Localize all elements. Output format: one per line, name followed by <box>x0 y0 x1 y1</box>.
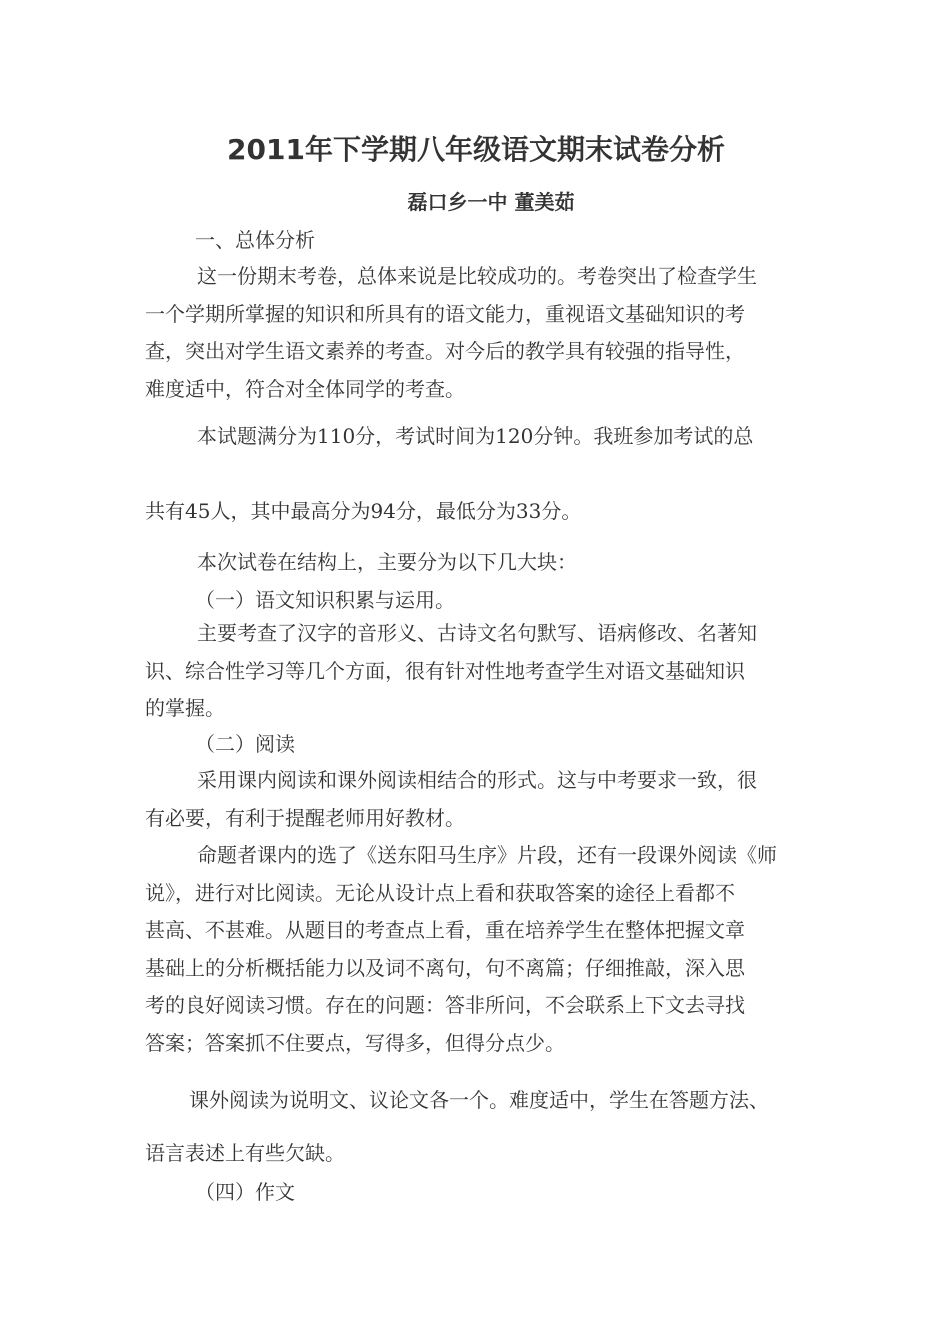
paragraph-line: 采用课内阅读和课外阅读相结合的形式。这与中考要求一致，很 <box>197 768 757 792</box>
section-heading-part2: （二）阅读 <box>195 732 295 756</box>
paragraph-line: 语言表述上有些欠缺。 <box>145 1141 345 1165</box>
paragraph-part2-extracurricular-line1 <box>145 1082 807 1120</box>
paragraph-line: 答案；答案抓不住要点，写得多，但得分点少。 <box>145 1030 565 1055</box>
section-heading-part4: （四）作文 <box>195 1180 295 1204</box>
paragraph-line: 的掌握。 <box>145 696 225 721</box>
paragraph-line: 共有45人，其中最高分为94分，最低分为33分。 <box>145 499 582 523</box>
paragraph-line: 识、综合性学习等几个方面，很有针对性地考查学生对语文基础知识 <box>145 658 745 683</box>
paragraph-line: 查，突出对学生语文素养的考查。对今后的教学具有较强的指导性， <box>145 339 745 364</box>
paragraph-line: 本次试卷在结构上，主要分为以下几大块： <box>197 550 577 574</box>
section-heading-overall: 一、总体分析 <box>195 228 315 252</box>
paragraph-line: 甚高、不甚难。从题目的考查点上看，重在培养学生在整体把握文章 <box>145 918 745 943</box>
paragraph-line: 本试题满分为110分，考试时间为120分钟。我班参加考试的总 <box>197 424 754 448</box>
paragraph-line: 命题者课内的选了《送东阳马生序》片段，还有一段课外阅读《师 <box>197 843 777 867</box>
paragraph-scores-line1 <box>145 418 807 456</box>
paragraph-part2-analysis <box>145 837 807 1063</box>
author-line: 磊口乡一中 董美茹 <box>407 190 575 214</box>
paragraph-part2-extracurricular-line2 <box>145 1135 807 1173</box>
paragraph-line: 课外阅读为说明文、议论文各一个。难度适中，学生在答题方法、 <box>189 1088 769 1112</box>
document-title: 2011年下学期八年级语文期末试卷分析 <box>227 133 725 166</box>
paragraph-part2-form <box>145 762 807 837</box>
paragraph-overview <box>145 258 807 408</box>
paragraph-line: 一个学期所掌握的知识和所具有的语文能力，重视语文基础知识的考 <box>145 301 745 326</box>
paragraph-line: 主要考查了汉字的音形义、古诗文名句默写、语病修改、名著知 <box>197 621 757 645</box>
paragraph-line: 考的良好阅读习惯。存在的问题：答非所问，不会联系上下文去寻找 <box>145 993 745 1018</box>
paragraph-line: 有必要，有利于提醒老师用好教材。 <box>145 805 465 830</box>
paragraph-part1 <box>145 615 807 728</box>
paragraph-structure <box>145 544 807 582</box>
paragraph-line: 基础上的分析概括能力以及词不离句，句不离篇；仔细推敲，深入思 <box>145 955 745 980</box>
section-heading-part1: （一）语文知识积累与运用。 <box>195 588 455 612</box>
paragraph-line: 这一份期末考卷，总体来说是比较成功的。考卷突出了检查学生 <box>197 264 757 288</box>
paragraph-line: 说》，进行对比阅读。无论从设计点上看和获取答案的途径上看都不 <box>145 880 735 905</box>
paragraph-scores-line2 <box>145 493 807 531</box>
paragraph-line: 难度适中，符合对全体同学的考查。 <box>145 376 465 401</box>
